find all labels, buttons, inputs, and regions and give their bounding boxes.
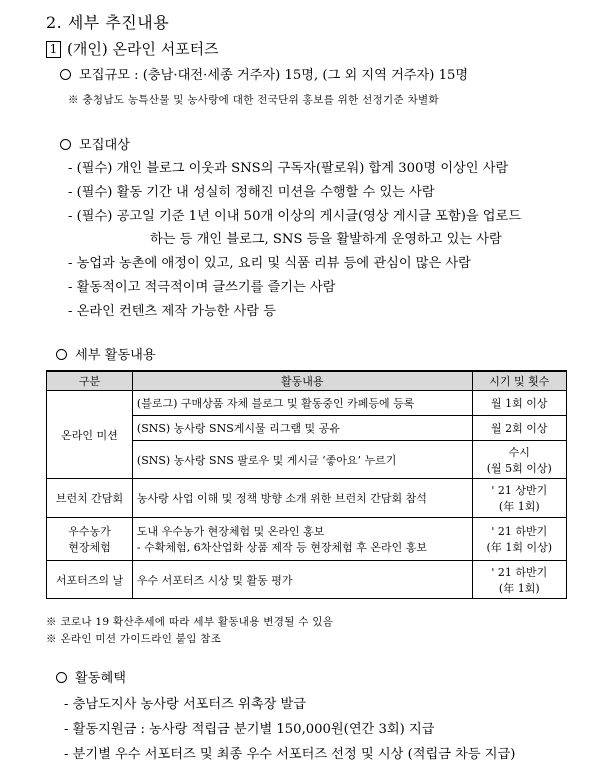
activity-timing: 월 2회 이상 [472, 416, 566, 441]
table-header-row [47, 371, 567, 391]
subsection-title: (개인) 온라인 서포터즈 [67, 40, 219, 58]
activities-title: 세부 활동내용 [75, 348, 156, 363]
table-row [47, 561, 567, 599]
recruit-target-item: - 농업과 농촌에 애정이 있고, 요리 및 식품 리뷰 등에 관심이 많은 사람 [68, 256, 471, 271]
recruit-target-item-cont: 하는 등 개인 블로그, SNS 등을 활발하게 운영하고 있는 사람 [150, 232, 502, 247]
activities-table [46, 370, 567, 599]
recruit-target-item: - (필수) 개인 블로그 이웃과 SNS의 구독자(팔로워) 합계 300명 이상인 사람 [68, 161, 509, 176]
timing-line: 수시 [508, 445, 530, 459]
content-line: - 수확체험, 6차산업화 상품 제작 등 현장체험 후 온라인 홍보 [136, 541, 427, 554]
content-line: 도내 우수농가 현장체험 및 온라인 홍보 [136, 525, 325, 538]
timing-line: (年 1회) [498, 500, 540, 513]
table-row [47, 518, 567, 561]
recruit-target-item: - 온라인 컨텐츠 제작 가능한 사람 등 [68, 304, 276, 319]
category-line: 우수농가 [68, 525, 111, 538]
benefit-item: - 활동지원금 : 농사랑 적립금 분기별 150,000원(연간 3회) 지급 [64, 722, 435, 737]
subsection-heading [46, 38, 219, 59]
activity-content: 우수 서포터즈 시상 및 활동 평가 [132, 561, 472, 599]
table-header-category: 구분 [47, 371, 133, 391]
recruit-target-heading [60, 134, 130, 153]
timing-line: ' 21 상반기 [491, 484, 548, 497]
recruit-scale-label: 모집규모 : (충남·대전·세종 거주자) 15명, (그 외 지역 거주자) 15명 [79, 68, 469, 83]
activity-content: (블로그) 구매상품 자체 블로그 및 활동중인 카페등에 등록 [132, 391, 472, 416]
recruit-target-item: - (필수) 활동 기간 내 성실히 정해진 미션을 수행할 수 있는 사람 [68, 185, 435, 200]
table-header-content: 활동내용 [132, 371, 472, 391]
category-supporters-day: 서포터즈의 날 [47, 561, 133, 599]
category-briefing: 브런치 간담회 [47, 479, 133, 518]
recruit-target-title: 모집대상 [79, 138, 130, 153]
circle-bullet-icon [56, 349, 67, 360]
table-note: ※ 온라인 미션 가이드라인 붙임 참조 [46, 633, 222, 645]
category-online-mission: 온라인 미션 [47, 391, 133, 479]
activity-timing [472, 441, 566, 479]
recruit-target-item: - 활동적이고 적극적이며 글쓰기를 즐기는 사람 [68, 280, 336, 295]
timing-line: (年 1회) [498, 581, 540, 595]
benefit-item: - 분기별 우수 서포터즈 및 최종 우수 서포터즈 선정 및 시상 (적립금 차등 지급) [64, 747, 516, 762]
benefit-item: - 충남도지사 농사랑 서포터즈 위촉장 발급 [64, 697, 306, 712]
subsection-number: 1 [46, 41, 61, 58]
recruit-scale [60, 64, 468, 83]
activity-content [132, 518, 472, 561]
activity-content: 농사랑 사업 이해 및 정책 방향 소개 위한 브런치 간담회 참석 [132, 479, 472, 518]
benefits-title: 활동혜택 [75, 671, 126, 686]
timing-line: (年 1회 이상) [486, 541, 552, 554]
table-header-timing: 시기 및 횟수 [472, 371, 566, 391]
table-row [47, 479, 567, 518]
table-row [47, 391, 567, 416]
activity-content: (SNS) 농사랑 SNS게시물 리그램 및 공유 [132, 416, 472, 441]
recruit-scale-note: ※ 충청남도 농특산물 및 농사랑에 대한 전국단위 홍보를 위한 선정기준 차별화 [68, 94, 439, 106]
timing-line: (월 5회 이상) [486, 461, 552, 475]
activity-timing [472, 479, 566, 518]
recruit-target-item: - (필수) 공고일 기준 1년 이내 50개 이상의 게시글(영상 게시글 포함)을 업로드 [68, 209, 522, 224]
timing-line: ' 21 하반기 [491, 565, 548, 579]
table-note: ※ 코로나 19 확산추세에 따라 세부 활동내용 변경될 수 있음 [46, 616, 334, 628]
section-title: 2. 세부 추진내용 [46, 13, 170, 32]
category-line: 현장체험 [68, 541, 111, 554]
benefits-heading [56, 667, 126, 686]
activity-timing: 월 1회 이상 [472, 391, 566, 416]
circle-bullet-icon [60, 69, 71, 80]
category-farmer [47, 518, 133, 561]
activity-timing [472, 518, 566, 561]
timing-line: ' 21 하반기 [491, 525, 548, 538]
activities-heading [56, 344, 156, 363]
circle-bullet-icon [56, 672, 67, 683]
activity-timing [472, 561, 566, 599]
circle-bullet-icon [60, 139, 71, 150]
activity-content: (SNS) 농사랑 SNS 팔로우 및 게시글 ‘좋아요’ 누르기 [132, 441, 472, 479]
